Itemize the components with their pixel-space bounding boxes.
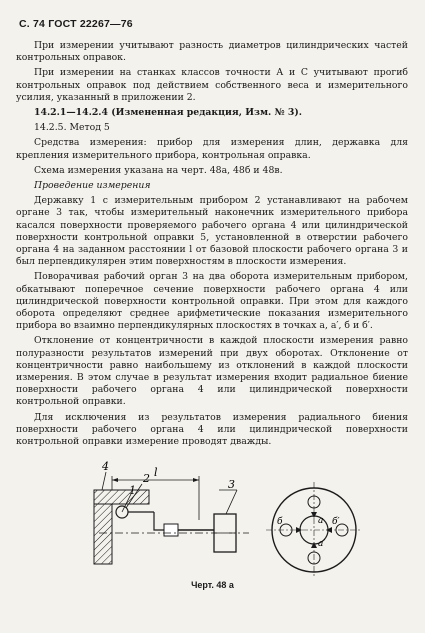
label-3: 3	[228, 478, 235, 491]
label-a-prime: а′	[318, 539, 326, 549]
paragraph: При измерении на станках классов точности А и С учитывают прогиб контрольных оправок под действием собственного веса и измерительного усилия, указанный в приложении 2.	[16, 67, 408, 103]
paragraph: Схема измерения указана на черт. 48а, 48б и 48в.	[34, 164, 283, 176]
label-l: l	[154, 466, 158, 479]
label-2: 2	[143, 472, 150, 485]
paragraph: Поворачивая рабочий орган 3 на два оборота измерительным прибором, обкатывают поперечное сечение поверхности рабочего органа 4 или цилиндрической поверхности контрольной оправки. При этом для каждого оборота определяют среднее арифметические показания измерительного прибора во взаимно перпендикулярных плоскостях в точках а, а′, б и б′.	[16, 271, 408, 332]
label-1: 1	[129, 484, 136, 497]
cross-section-view	[266, 482, 362, 578]
label-b: б	[277, 517, 283, 527]
page-header: С. 74 ГОСТ 22267—76	[19, 18, 133, 30]
label-4: 4	[102, 460, 109, 473]
section-heading: 14.2.5. Метод 5	[34, 122, 110, 134]
figure-caption: Черт. 48 а	[191, 580, 234, 590]
paragraph: Для исключения из результатов измерения радиального биения поверхности рабочего органа 4 или цилиндрической поверхности контрольной оправки измерение проводят дважды.	[16, 411, 408, 448]
label-b-prime: б′	[332, 517, 340, 527]
measurement-diagram	[14, 460, 409, 595]
paragraph: Отклонение от концентричности в каждой плоскости измерения равно полуразности результатов измерений при двух оборотах. Отклонение от концентричности равно наибольшему из отклонений в каждой плоскости измерения. В этом случае в результат измерения входит радиальное биение поверхности рабочего органа 4 или цилиндрической поверхности контрольной оправки.	[16, 335, 408, 408]
body-text	[16, 40, 408, 448]
paragraph: При измерении учитывают разность диаметров цилиндрических частей контрольных оправок.	[16, 40, 408, 64]
workpiece-section	[94, 490, 149, 564]
subheading: Проведение измерения	[34, 180, 151, 192]
amendment-note: 14.2.1—14.2.4 (Измененная редакция, Изм. № 3).	[34, 107, 302, 119]
paragraph: Средства измерения: прибор для измерения длин, державка для крепления измерительного прибора, контрольная оправка.	[16, 137, 408, 161]
label-a: а	[318, 516, 324, 526]
paragraph: Державку 1 с измерительным прибором 2 устанавливают на рабочем органе 3 так, чтобы измерительный наконечник измерительного прибора касался поверхности проверяемого рабочего органа 4 или цилиндрической поверхности контрольной оправки 5, установленной в отверстии рабочего органа 4 на заданном расстоянии l от базовой плоскости рабочего органа 3 и был перпендикулярен этим поверхностям в плоскости измерения.	[16, 195, 408, 268]
